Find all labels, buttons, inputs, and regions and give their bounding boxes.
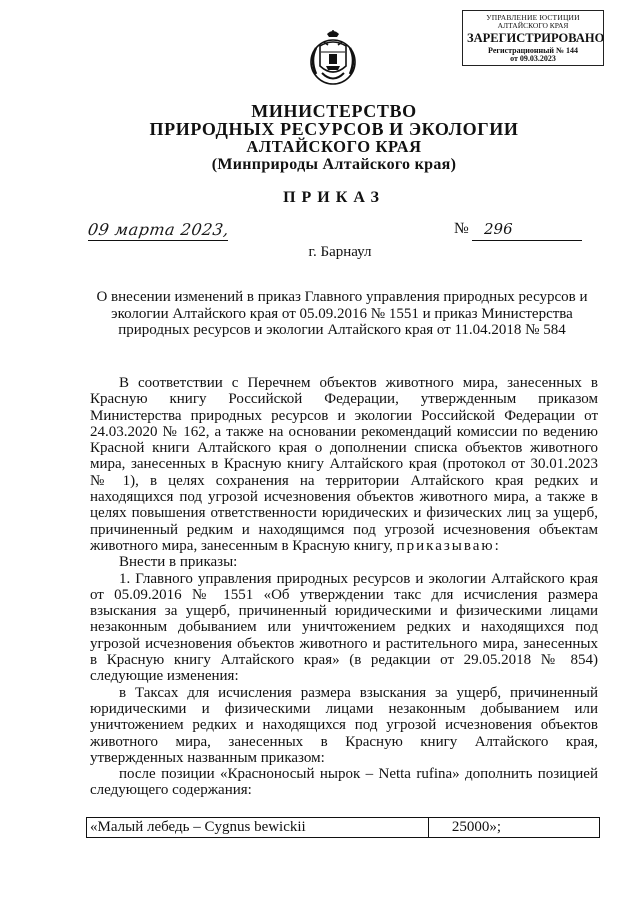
order-number: 296 bbox=[484, 220, 513, 238]
stamp-reg-number: Регистрационный № 144 bbox=[488, 45, 578, 55]
number-label: № bbox=[454, 220, 469, 237]
stamp-reg-date: от 09.03.2023 bbox=[510, 54, 556, 64]
stamp-authority: УПРАВЛЕНИЕ ЮСТИЦИИ bbox=[486, 13, 580, 22]
ministry-title-line3: АЛТАЙСКОГО КРАЯ bbox=[246, 137, 422, 156]
order-date: 09 марта 2023, bbox=[86, 220, 231, 239]
paragraph-insert: после позиции «Красноносый нырок – Netta rufina» дополнить позицией следующего содержания: bbox=[90, 766, 598, 799]
number-underline bbox=[472, 240, 582, 241]
paragraph-preamble bbox=[90, 375, 598, 554]
coat-of-arms-icon bbox=[302, 26, 364, 88]
stamp-region: АЛТАЙСКОГО КРАЯ bbox=[497, 20, 569, 30]
preamble-text: В соответствии с Перечнем объектов животного мира, занесенных в Красную книгу Российской Федерации, утвержденным приказом Министерства природных ресурсов и экологии Российской Федерации от 24.03.2020 № 162, а также на основании рекомендаций комиссии по ведению Красной книги Алтайского края о дополнении списка объектов животного мира, занесенных в Красную книгу Алтайского края (протокол от 30.01.2023 № 1), в целях сохранения на территории Алтайского края редких и находящихся под угрозой исчезновения объектов животного мира, а также в целях повышения ответственности юридических и физических лиц за ущерб, причиненный редким и находящимся под угрозой исчезновения объектам животного мира, занесенным в Красную книгу, bbox=[90, 375, 598, 554]
species-cell: «Малый лебедь – Cygnus bewickii bbox=[87, 818, 429, 838]
registration-stamp bbox=[462, 10, 604, 66]
amount-cell: 25000»; bbox=[429, 818, 600, 838]
order-directive: приказываю: bbox=[396, 537, 501, 554]
order-body bbox=[90, 375, 598, 799]
tariff-table bbox=[86, 817, 600, 838]
ministry-title-line1: МИНИСТЕРСТВО bbox=[251, 101, 417, 121]
paragraph-intro: Внести в приказы: bbox=[119, 554, 238, 571]
table-row bbox=[87, 818, 600, 838]
ministry-short-name: (Минприроды Алтайского края) bbox=[211, 156, 457, 173]
city: г. Барнаул bbox=[308, 244, 372, 260]
date-underline bbox=[88, 240, 228, 241]
stamp-registered: ЗАРЕГИСТРИРОВАНО bbox=[467, 30, 605, 45]
paragraph-item-1: 1. Главного управления природных ресурсов и экологии Алтайского края от 05.09.2016 № 1551 «Об утверждении такс для исчисления размера взыскания за ущерб, причиненный юридическими и физическими лицами незаконным добыванием или уничтожением редких и находящихся под угрозой исчезновения объектов животного и растительного мира, занесенных в Красную книгу Алтайского края» (в редакции от 29.05.2018 № 854) следующие изменения: bbox=[90, 570, 598, 685]
ministry-title-line2: ПРИРОДНЫХ РЕСУРСОВ И ЭКОЛОГИИ bbox=[149, 119, 519, 139]
order-title: О внесении изменений в приказ Главного управления природных ресурсов и экологии Алтайского края от 05.09.2016 № 1551 и приказ Министерства природных ресурсов и экологии Алтайского края от 11.04.2018 № 584 bbox=[96, 289, 588, 338]
document-type: ПРИКАЗ bbox=[283, 189, 385, 206]
paragraph-taxes: в Таксах для исчисления размера взыскания за ущерб, причиненный юридическими и физическими лицами незаконным добыванием или уничтожением редких и находящихся под угрозой исчезновения объектов животного мира, занесенных в Красную книгу Алтайского края, утвержденных названным приказом: bbox=[90, 684, 598, 766]
